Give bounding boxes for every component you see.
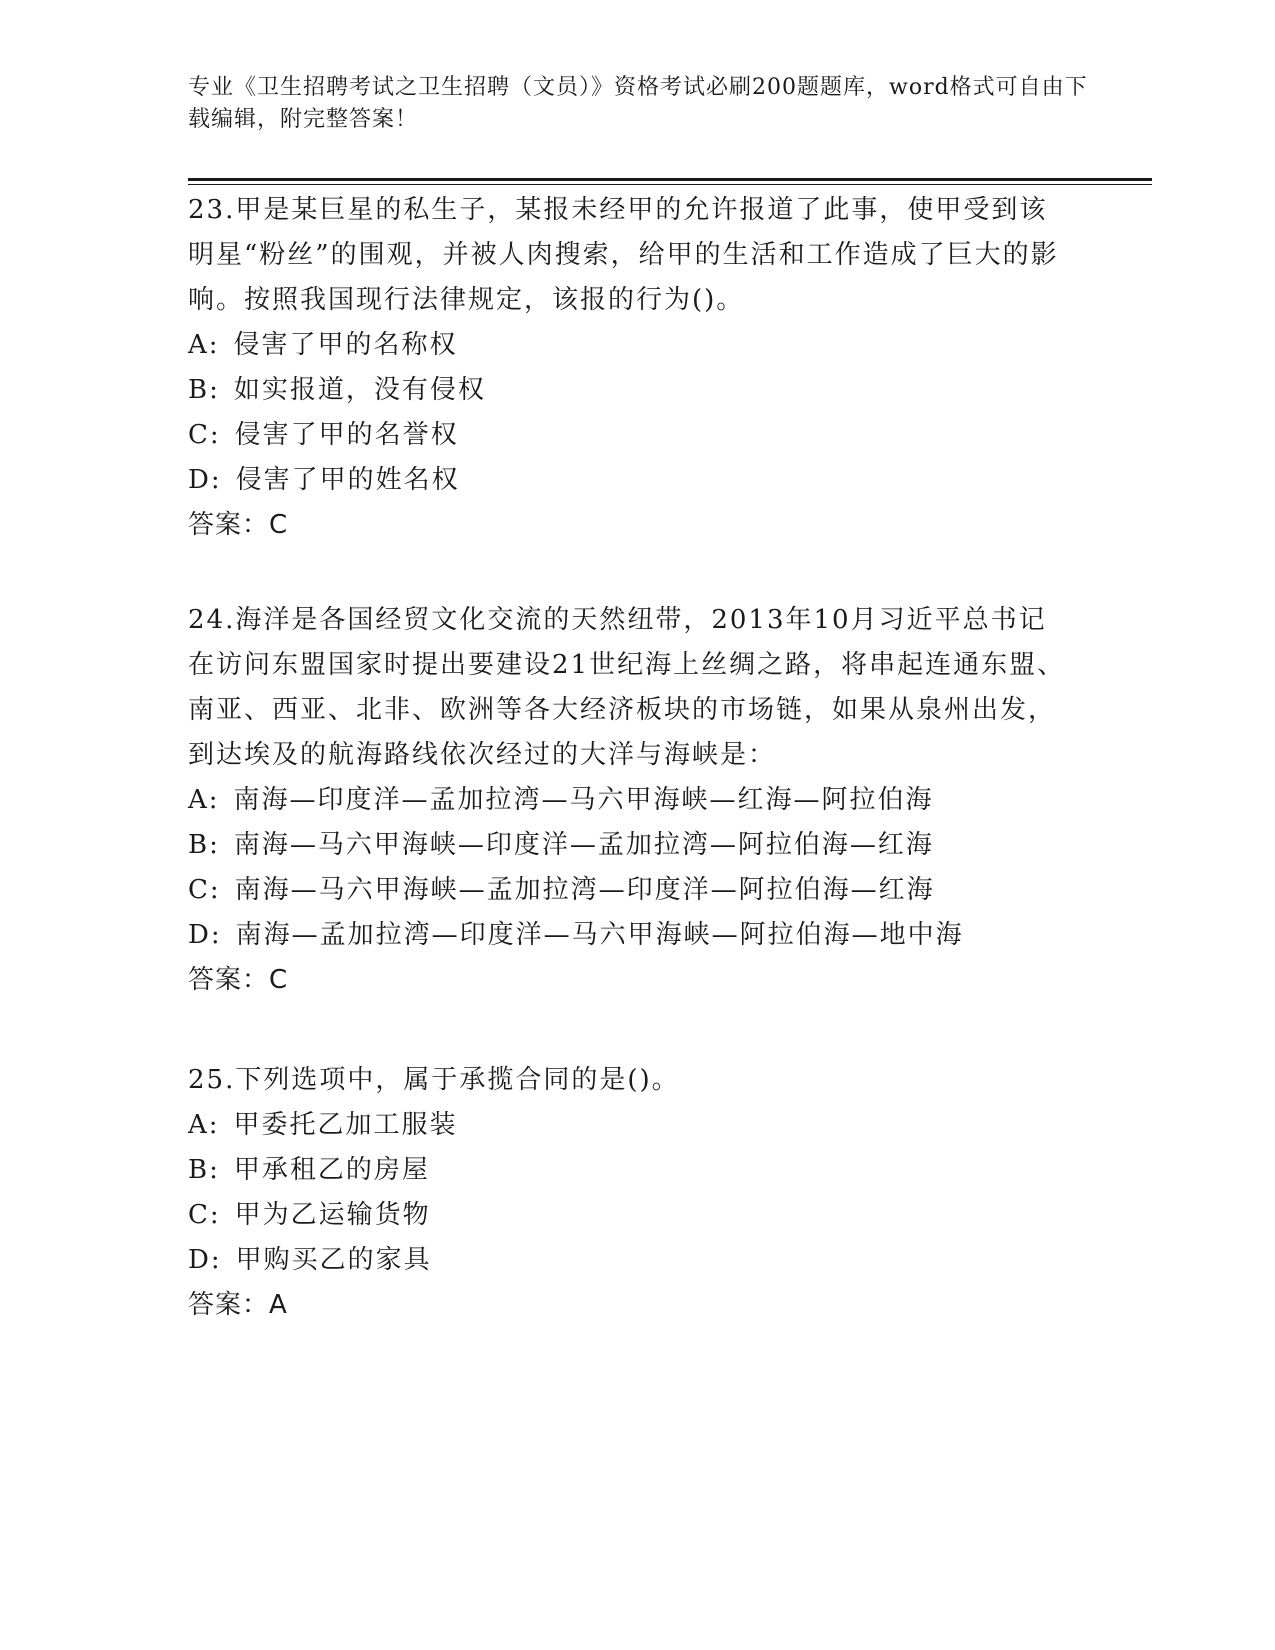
option-b [188,368,1068,413]
option-text: 如实报道，没有侵权 [233,375,486,405]
question-23 [188,188,1068,548]
answer-line: 答案：A [188,1290,288,1320]
option-a [188,1103,1068,1148]
option-a [188,323,1068,368]
option-key: A: [188,785,220,815]
option-key: C: [188,875,221,905]
question-stem: 23.甲是某巨星的私生子，某报未经甲的允许报道了此事，使甲受到该明星“粉丝”的围观，并被人肉搜索，给甲的生活和工作造成了巨大的影响。按照我国现行法律规定，该报的行为()。 [188,195,1059,315]
option-d [188,458,1068,503]
option-text: 甲委托乙加工服装 [233,1110,458,1140]
option-c [188,1193,1068,1238]
option-key: C: [188,1200,221,1230]
header-rule-thick [188,178,1152,181]
header-rule-thin [188,184,1152,185]
answer-line: 答案：C [188,510,289,540]
option-key: B: [188,830,220,860]
option-c [188,868,1068,913]
option-key: D: [188,920,222,950]
option-d [188,1238,1068,1283]
option-a [188,778,1068,823]
option-b [188,823,1068,868]
option-key: D: [188,1245,222,1275]
option-text: 侵害了甲的名称权 [233,330,458,360]
document-header: 专业《卫生招聘考试之卫生招聘（文员）》资格考试必刷200题题库，word格式可自由下载编辑，附完整答案！ [188,75,1088,132]
question-24 [188,598,1068,1003]
option-b [188,1148,1068,1193]
option-text: 甲购买乙的家具 [235,1245,432,1275]
question-stem: 25.下列选项中，属于承揽合同的是()。 [188,1065,680,1095]
option-key: A: [188,1110,220,1140]
option-text: 南海—马六甲海峡—孟加拉湾—印度洋—阿拉伯海—红海 [234,875,935,905]
question-stem: 24.海洋是各国经贸文化交流的天然纽带，2013年10月习近平总书记在访问东盟国家时提出要建设21世纪海上丝绸之路，将串起连通东盟、南亚、西亚、北非、欧洲等各大经济板块的市场链，如果从泉州出发，到达埃及的航海路线依次经过的大洋与海峡是： [188,605,1066,770]
option-d [188,913,1068,958]
option-key: B: [188,1155,220,1185]
option-c [188,413,1068,458]
option-text: 甲承租乙的房屋 [233,1155,430,1185]
option-key: D: [188,465,222,495]
option-key: C: [188,420,221,450]
answer-line: 答案：C [188,965,289,995]
option-text: 侵害了甲的名誉权 [234,420,459,450]
option-key: A: [188,330,220,360]
option-key: B: [188,375,220,405]
option-text: 南海—马六甲海峡—印度洋—孟加拉湾—阿拉伯海—红海 [233,830,934,860]
option-text: 甲为乙运输货物 [234,1200,431,1230]
option-text: 南海—印度洋—孟加拉湾—马六甲海峡—红海—阿拉伯海 [233,785,934,815]
question-25 [188,1058,1068,1328]
option-text: 侵害了甲的姓名权 [235,465,460,495]
option-text: 南海—孟加拉湾—印度洋—马六甲海峡—阿拉伯海—地中海 [235,920,964,950]
